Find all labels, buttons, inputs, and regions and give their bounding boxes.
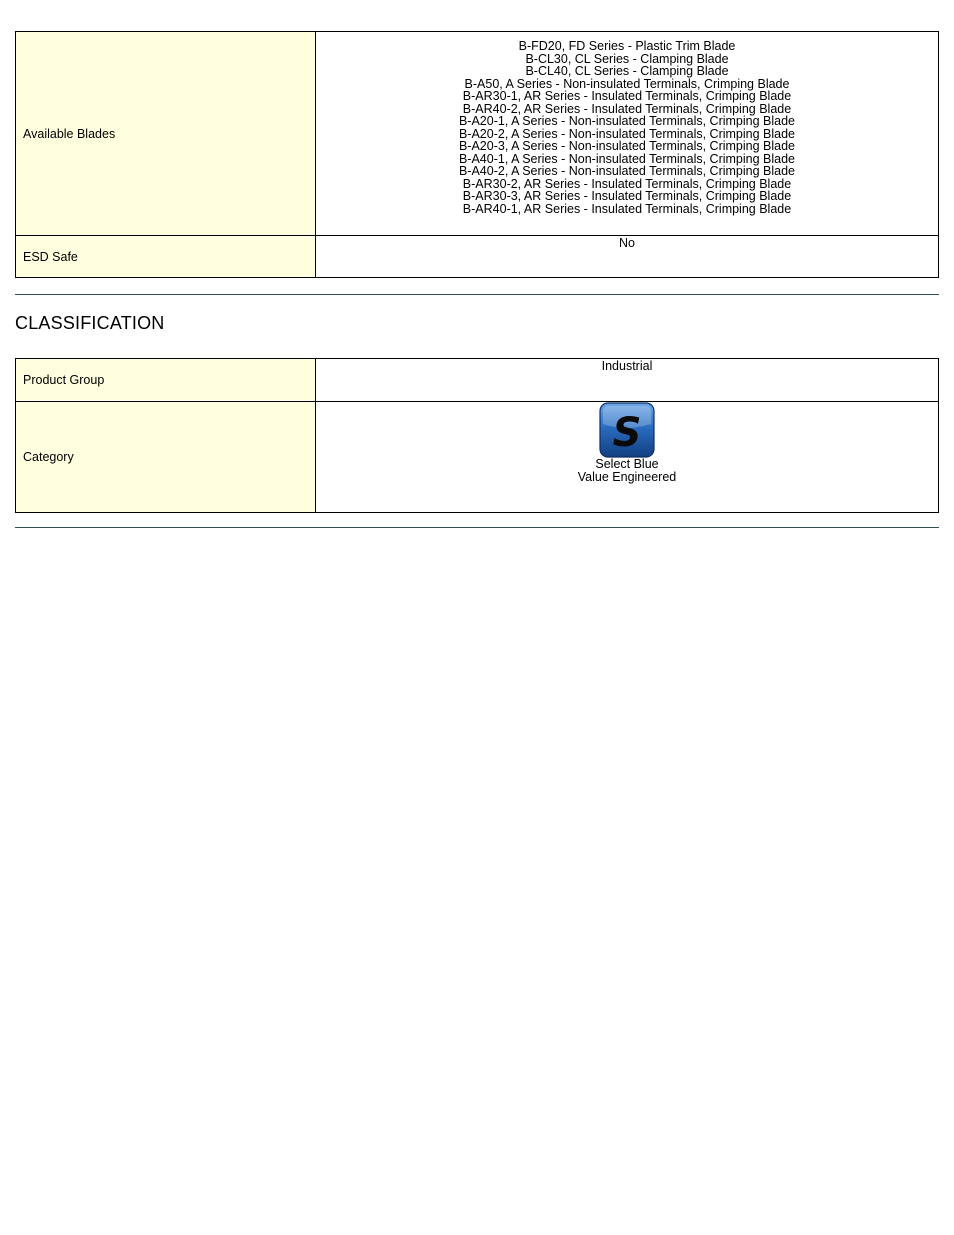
spec-label: Available Blades <box>16 32 316 236</box>
spec-value: Industrial <box>316 359 939 402</box>
blade-item: B-AR30-1, AR Series - Insulated Terminals, Crimping Blade <box>462 89 792 103</box>
blade-item: B-AR30-3, AR Series - Insulated Terminals, Crimping Blade <box>462 189 792 203</box>
section-title: CLASSIFICATION <box>15 313 165 333</box>
section-divider <box>15 294 939 295</box>
spec-row-category <box>16 402 939 513</box>
blade-item: B-A20-2, A Series - Non-insulated Terminals, Crimping Blade <box>458 126 796 141</box>
spec-value: No <box>316 236 939 278</box>
blade-item: B-A20-1, A Series - Non-insulated Terminals, Crimping Blade <box>458 114 796 128</box>
classification-table <box>15 358 939 513</box>
blade-item: B-CL30, CL Series - Clamping Blade <box>525 51 729 66</box>
spec-label: Category <box>16 402 316 513</box>
blade-item: B-AR40-1, AR Series - Insulated Terminals, Crimping Blade <box>462 201 792 216</box>
spec-value <box>316 402 939 513</box>
blade-item: B-AR40-2, AR Series - Insulated Terminals, Crimping Blade <box>462 101 792 116</box>
spec-row-product-group <box>16 359 939 402</box>
spec-label: ESD Safe <box>16 236 316 278</box>
blade-item: B-A40-1, A Series - Non-insulated Terminals, Crimping Blade <box>458 151 796 166</box>
spec-label: Product Group <box>16 359 316 402</box>
blade-list <box>316 32 938 235</box>
blade-item: B-FD20, FD Series - Plastic Trim Blade <box>518 39 736 53</box>
spec-sheet <box>15 31 939 528</box>
category-name: Select Blue <box>595 457 659 471</box>
category-tagline: Value Engineered <box>577 470 677 484</box>
spec-value <box>316 32 939 236</box>
svg-text:S: S <box>612 410 642 456</box>
specifications-table <box>15 31 939 278</box>
blade-item: B-A40-2, A Series - Non-insulated Terminals, Crimping Blade <box>458 164 796 178</box>
blade-item: B-A20-3, A Series - Non-insulated Terminals, Crimping Blade <box>458 139 796 153</box>
blade-item: B-AR30-2, AR Series - Insulated Terminals, Crimping Blade <box>462 176 792 191</box>
select-blue-logo-icon <box>599 402 655 458</box>
section-divider <box>15 527 939 528</box>
spec-row-available-blades <box>16 32 939 236</box>
spec-row-esd-safe <box>16 236 939 278</box>
blade-item: B-A50, A Series - Non-insulated Terminals, Crimping Blade <box>464 76 790 91</box>
blade-item: B-CL40, CL Series - Clamping Blade <box>525 64 729 78</box>
